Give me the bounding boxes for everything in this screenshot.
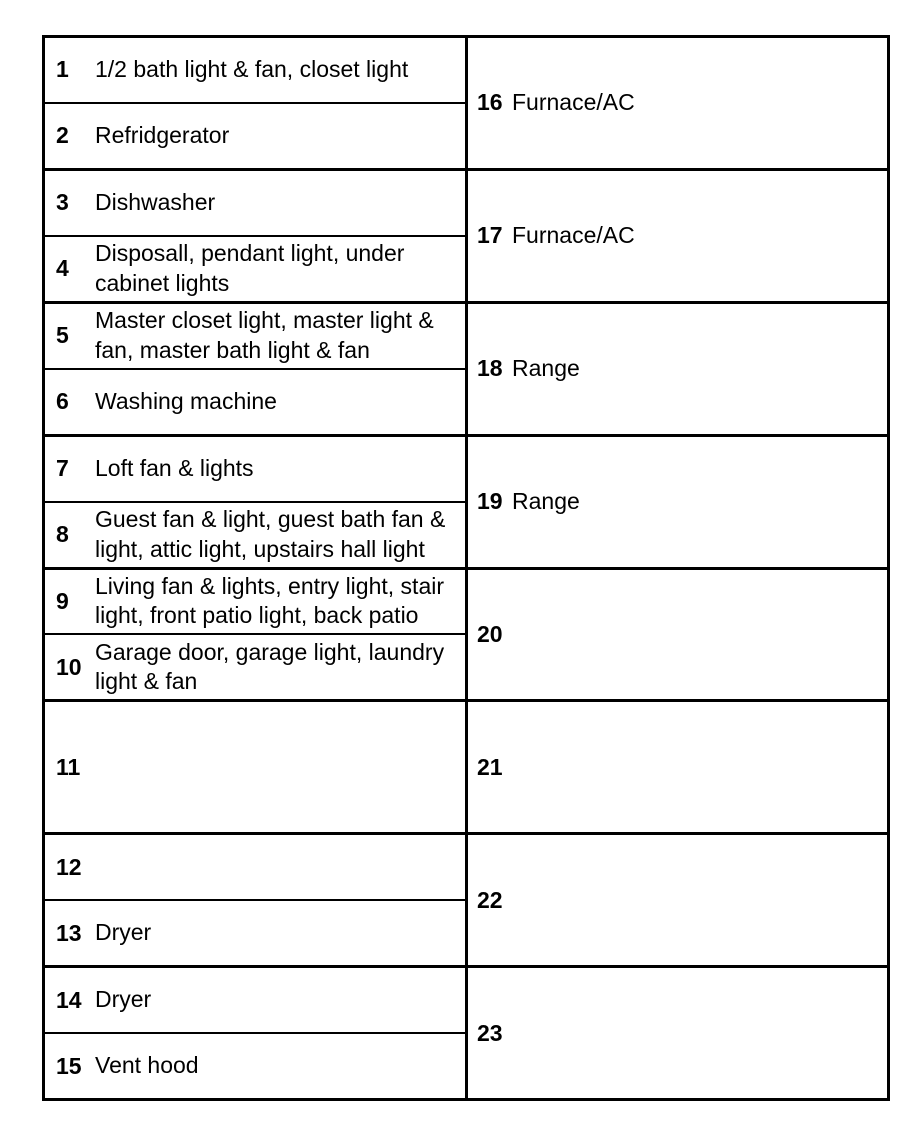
circuit-number: 20 [477,620,503,647]
circuit-number: 2 [56,122,69,149]
circuit-cell-7 [45,437,465,501]
circuit-label: Garage door, garage light, laundry light & fan [95,638,445,695]
circuit-cell-23 [468,968,887,1098]
circuit-number: 4 [56,255,69,282]
circuit-label: Living fan & lights, entry light, stair light, front patio light, back patio [95,572,444,629]
circuit-number: 10 [56,653,82,680]
circuit-number: 18 [477,355,503,382]
circuit-number: 23 [477,1019,503,1046]
circuit-number: 11 [56,753,81,780]
circuit-cell-4 [45,235,465,301]
panel-band [45,38,887,168]
circuit-cell-15 [45,1032,465,1098]
breaker-panel-directory-table [42,35,890,1101]
circuit-cell-19 [468,437,887,567]
panel-band [45,699,887,832]
circuit-number: 1 [56,56,69,83]
circuit-number: 5 [56,322,69,349]
circuit-cell-9 [45,570,465,634]
circuit-label: Furnace/AC [512,221,635,248]
circuit-number: 8 [56,521,69,548]
circuit-label: Loft fan & lights [95,454,254,481]
circuit-number: 7 [56,455,69,482]
circuit-cell-2 [45,102,465,168]
circuit-cell-6 [45,368,465,434]
circuit-number: 21 [477,753,503,780]
circuit-cell-13 [45,899,465,965]
band-left-circuits [45,570,468,700]
band-left-circuits [45,437,468,567]
circuit-label: Furnace/AC [512,88,635,115]
circuit-number: 3 [56,189,69,216]
band-left-circuits [45,304,468,434]
circuit-label: Vent hood [95,1052,199,1079]
band-left-circuits [45,835,468,965]
circuit-number: 12 [56,853,82,880]
panel-band [45,567,887,700]
panel-band [45,434,887,567]
circuit-number: 22 [477,886,503,913]
circuit-label: Dishwasher [95,188,216,215]
circuit-cell-1 [45,38,465,102]
circuit-label: Master closet light, master light & fan, master bath light & fan [95,306,434,363]
band-left-circuits [45,968,468,1098]
circuit-label: Disposall, pendant light, under cabinet lights [95,239,405,296]
circuit-label: 1/2 bath light & fan, closet light [95,56,409,83]
panel-band [45,168,887,301]
circuit-cell-12 [45,835,465,899]
circuit-label: Dryer [95,919,152,946]
circuit-cell-22 [468,835,887,965]
band-left-circuits [45,38,468,168]
circuit-cell-5 [45,304,465,368]
circuit-cell-3 [45,171,465,235]
circuit-number: 14 [56,986,82,1013]
circuit-cell-14 [45,968,465,1032]
circuit-cell-16 [468,38,887,168]
panel-band [45,301,887,434]
circuit-number: 13 [56,919,82,946]
circuit-label: Washing machine [95,387,277,414]
circuit-label: Guest fan & light, guest bath fan & light, attic light, upstairs hall light [95,505,446,562]
circuit-cell-18 [468,304,887,434]
circuit-number: 19 [477,488,503,515]
circuit-cell-21 [468,702,887,832]
band-left-circuits [45,702,468,832]
circuit-number: 9 [56,587,69,614]
circuit-cell-17 [468,171,887,301]
circuit-cell-11 [45,702,465,832]
circuit-label: Refridgerator [95,121,230,148]
circuit-number: 16 [477,89,503,116]
panel-band [45,965,887,1098]
circuit-label: Range [512,354,580,381]
band-left-circuits [45,171,468,301]
circuit-cell-20 [468,570,887,700]
circuit-label: Dryer [95,986,152,1013]
circuit-cell-10 [45,633,465,699]
circuit-number: 6 [56,388,69,415]
circuit-number: 17 [477,222,503,249]
circuit-cell-8 [45,501,465,567]
circuit-number: 15 [56,1052,82,1079]
panel-band [45,832,887,965]
circuit-label: Range [512,487,580,514]
